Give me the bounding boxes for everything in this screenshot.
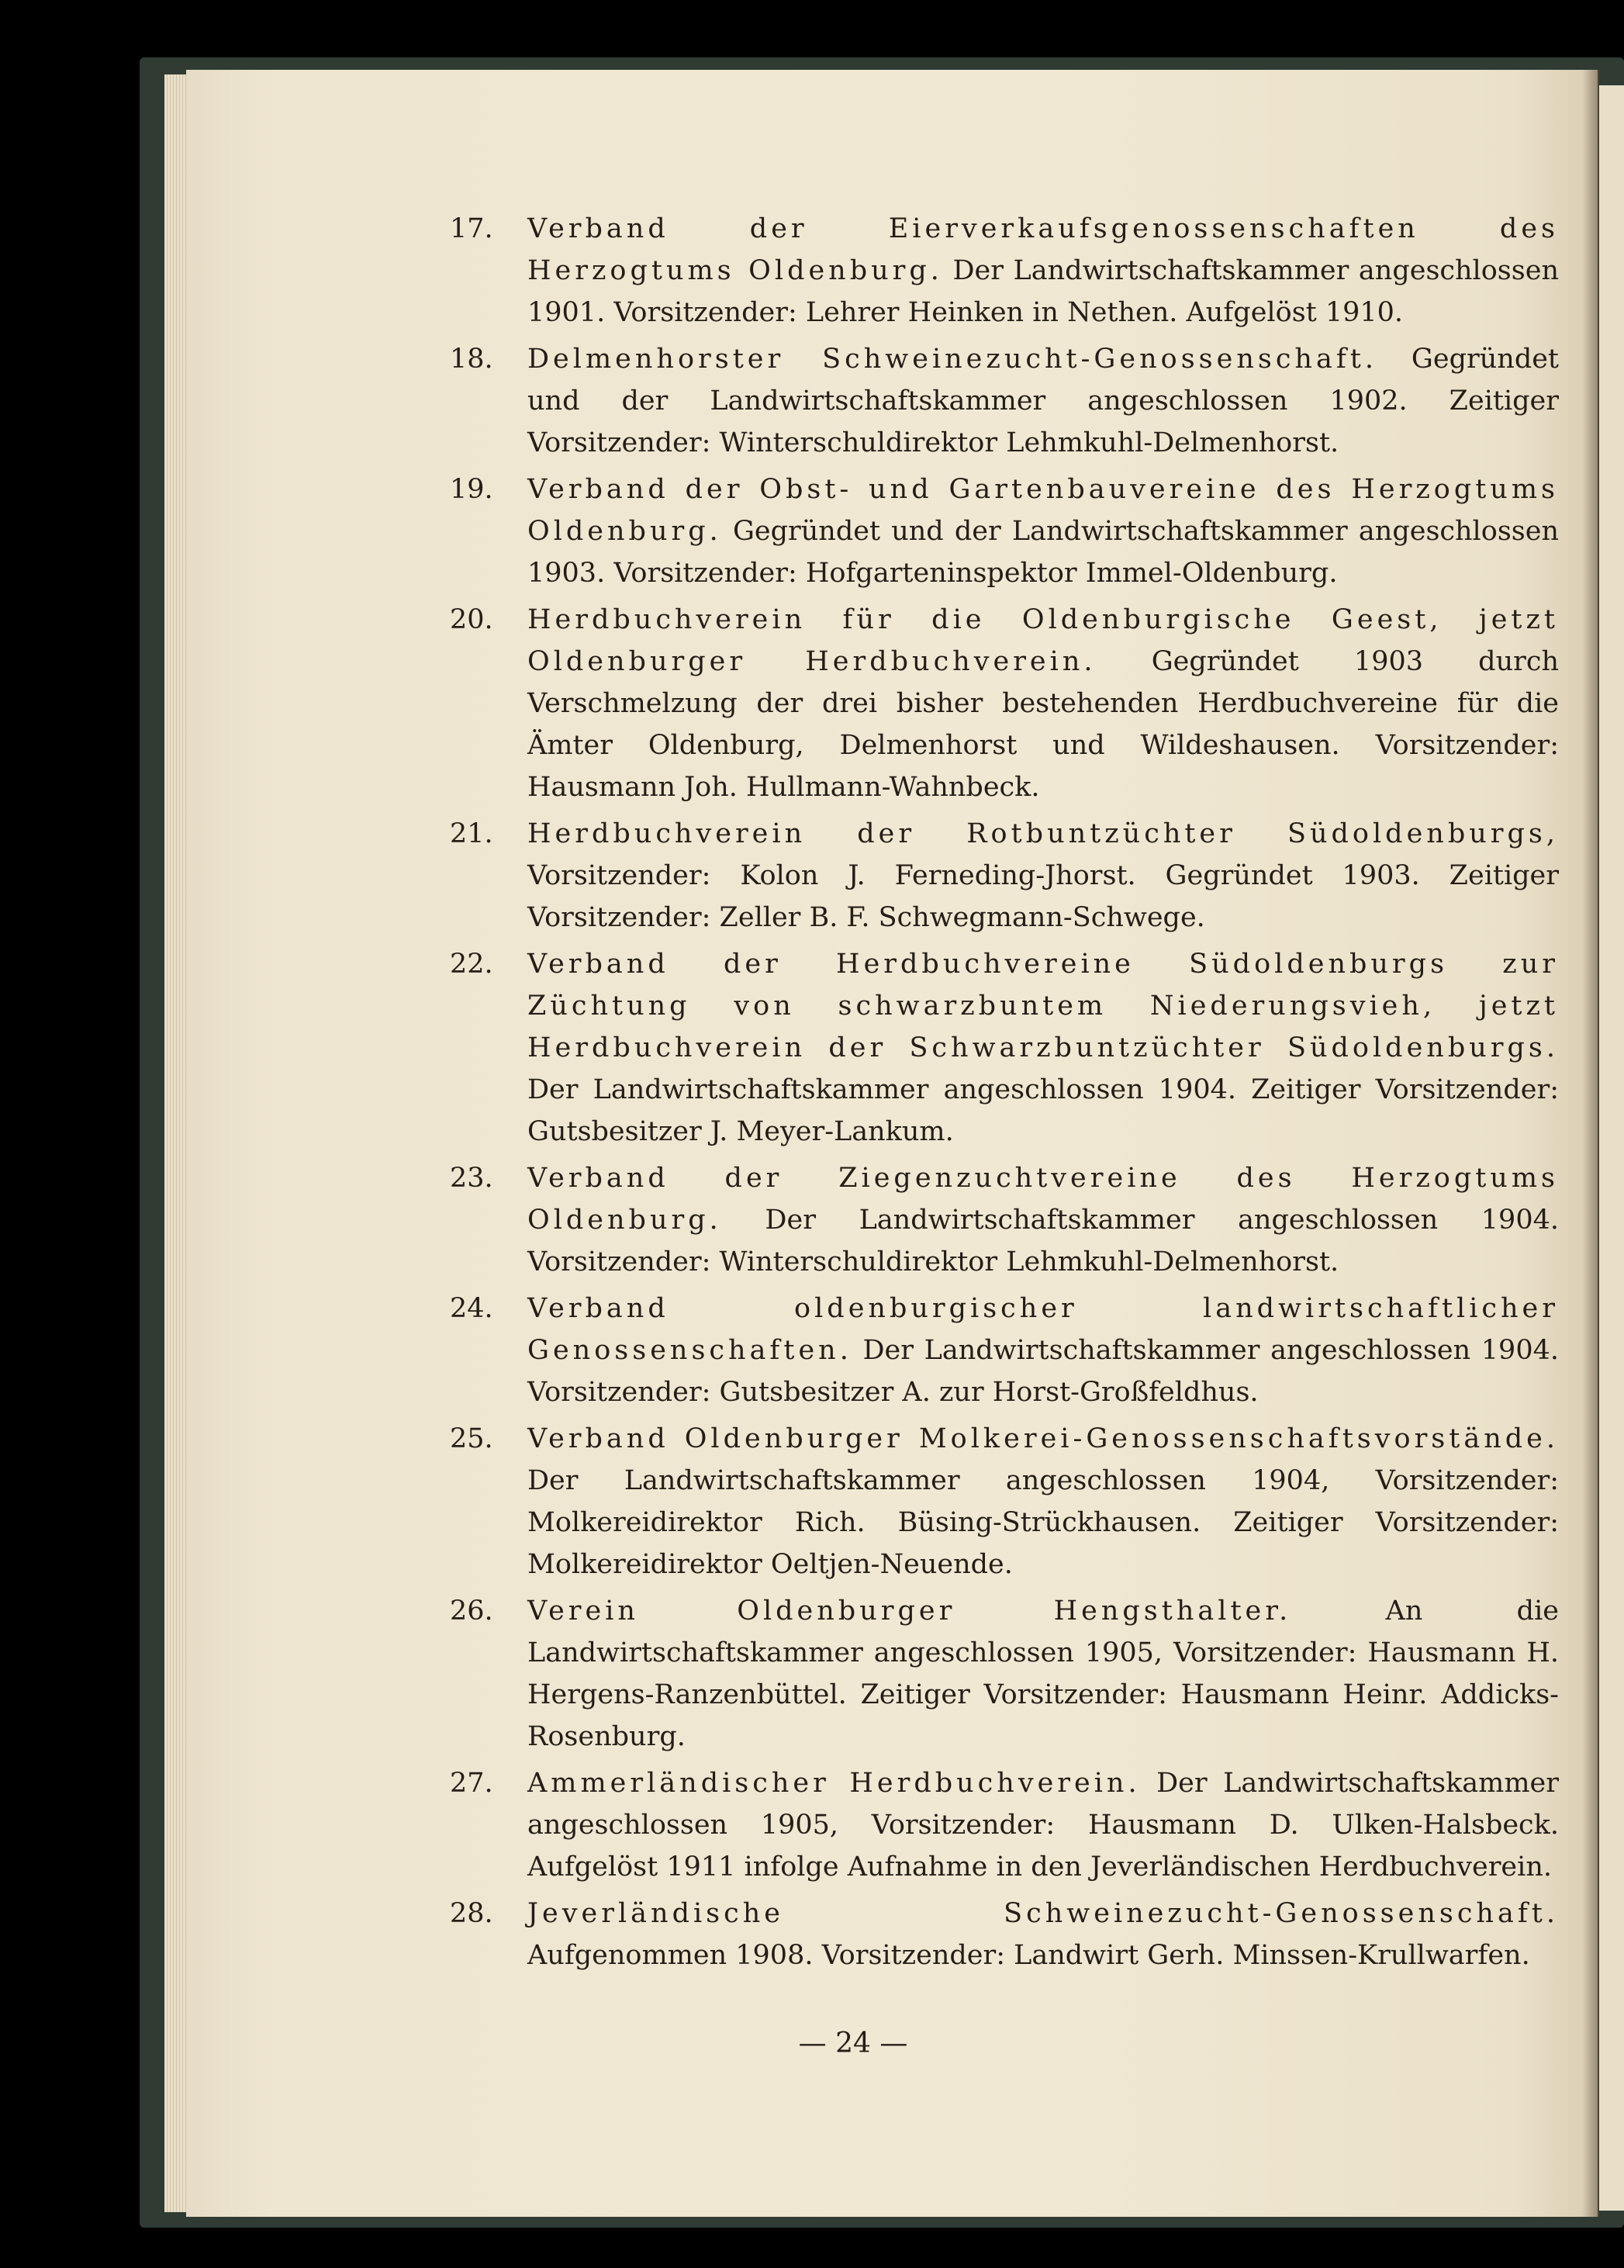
text-block: [450, 208, 1559, 1981]
entry-text: Der Landwirtschaftskammer angeschlossen 1901. Vorsitzender: Lehrer Heinken in Nethen. Aufgelöst 1910.: [527, 255, 1559, 328]
entry-17: [450, 208, 1559, 334]
entry-number: 28.: [450, 1898, 493, 1929]
entry-text: Der Landwirtschaftskammer angeschlossen 1904. Zeitiger Vorsitzender: Gutsbesitzer J. Meyer-Lankum.: [527, 1074, 1559, 1147]
entry-text: Gegründet 1903 durch Verschmelzung der drei bisher bestehenden Herdbuchvereine für die Ämter Oldenburg, Delmenhorst und Wildeshausen. Vorsitzender: Hausmann Joh. Hullmann-Wahnbeck.: [527, 646, 1559, 803]
entry-text: Der Landwirtschaftskammer angeschlossen 1904. Vorsitzender: Winterschuldirektor Lehmkuhl-Delmenhorst.: [527, 1205, 1559, 1277]
entry-text: Der Landwirtschaftskammer angeschlossen 1904. Vorsitzender: Gutsbesitzer A. zur Horst-Großfeldhus.: [527, 1335, 1559, 1408]
entry-number: 26.: [450, 1596, 493, 1627]
entry-title: Verband der Ziegenzuchtvereine des Herzogtums Oldenburg.: [527, 1163, 1559, 1236]
entry-26: [450, 1590, 1559, 1758]
entry-text: Der Landwirtschaftskammer angeschlossen 1905, Vorsitzender: Hausmann D. Ulken-Halsbeck. Aufgelöst 1911 infolge Aufnahme in den Jeverländischen Herdbuchverein.: [527, 1768, 1559, 1883]
entry-text: Der Landwirtschaftskammer angeschlossen 1904, Vorsitzender: Molkereidirektor Rich. Büsing-Strückhausen. Zeitiger Vorsitzender: Molkereidirektor Oeltjen-Neuende.: [527, 1465, 1559, 1580]
entry-number: 24.: [450, 1293, 493, 1324]
entry-number: 20.: [450, 604, 493, 635]
entry-25: [450, 1418, 1559, 1585]
page-number: — 24 —: [798, 2028, 908, 2059]
entry-title: Verein Oldenburger Hengsthalter.: [527, 1596, 1292, 1627]
facing-page-edge: [1599, 85, 1624, 2211]
entry-21: [450, 813, 1559, 939]
entry-text: Vorsitzender: Kolon J. Ferneding-Jhorst. Gegründet 1903. Zeitiger Vorsitzender: Zeller B. F. Schwegmann-Schwege.: [527, 860, 1559, 933]
entry-number: 25.: [450, 1423, 493, 1454]
entry-23: [450, 1157, 1559, 1283]
entry-title: Delmenhorster Schweinezucht-Genossenschaft.: [527, 344, 1377, 375]
entry-title: Verband oldenburgischer landwirtschaftlicher Genossenschaften.: [527, 1293, 1559, 1366]
entry-text: Gegründet und der Landwirtschaftskammer angeschlossen 1902. Zeitiger Vorsitzender: Winterschuldirektor Lehmkuhl-Delmenhorst.: [527, 344, 1559, 458]
entry-title: Verband Oldenburger Molkerei-Genossenschaftsvorstände.: [527, 1423, 1559, 1454]
entry-title: Jeverländische Schweinezucht-Genossenschaft.: [527, 1898, 1559, 1929]
entry-18: [450, 338, 1559, 464]
entry-title: Herdbuchverein der Rotbuntzüchter Südoldenburgs,: [527, 818, 1559, 849]
entry-number: 27.: [450, 1768, 493, 1799]
entry-number: 23.: [450, 1163, 493, 1194]
page-edges: [164, 74, 188, 2212]
entry-title: Verband der Eierverkaufsgenossenschaften des Herzogtums Oldenburg.: [527, 213, 1559, 286]
entry-title: Verband der Obst- und Gartenbauvereine des Herzogtums Oldenburg.: [527, 474, 1559, 547]
entry-19: [450, 468, 1559, 594]
entry-number: 21.: [450, 818, 493, 849]
entry-20: [450, 599, 1559, 808]
entry-text: Aufgenommen 1908. Vorsitzender: Landwirt Gerh. Minssen-Krullwarfen.: [527, 1940, 1530, 1971]
entry-number: 22.: [450, 949, 493, 980]
entry-title: Verband der Herdbuchvereine Südoldenburgs zur Züchtung von schwarzbuntem Niederungsvieh, jetzt Herdbuchverein der Schwarzbuntzüchter Südoldenburgs.: [527, 949, 1559, 1063]
entry-28: [450, 1893, 1559, 1976]
entry-24: [450, 1288, 1559, 1413]
entry-number: 17.: [450, 213, 493, 244]
page-gutter-shadow: [1582, 70, 1599, 2217]
entry-number: 19.: [450, 474, 493, 505]
entry-text: An die Landwirtschaftskammer angeschlossen 1905, Vorsitzender: Hausmann H. Hergens-Ranzenbüttel. Zeitiger Vorsitzender: Hausmann Heinr. Addicks-Rosenburg.: [527, 1596, 1559, 1752]
entry-text: Gegründet und der Landwirtschaftskammer angeschlossen 1903. Vorsitzender: Hofgarteninspektor Immel-Oldenburg.: [527, 516, 1559, 589]
entry-title: Herdbuchverein für die Oldenburgische Geest, jetzt Oldenburger Herdbuchverein.: [527, 604, 1559, 677]
entry-title: Ammerländischer Herdbuchverein.: [527, 1768, 1141, 1799]
entry-number: 18.: [450, 344, 493, 375]
entry-22: [450, 943, 1559, 1153]
entry-27: [450, 1762, 1559, 1888]
